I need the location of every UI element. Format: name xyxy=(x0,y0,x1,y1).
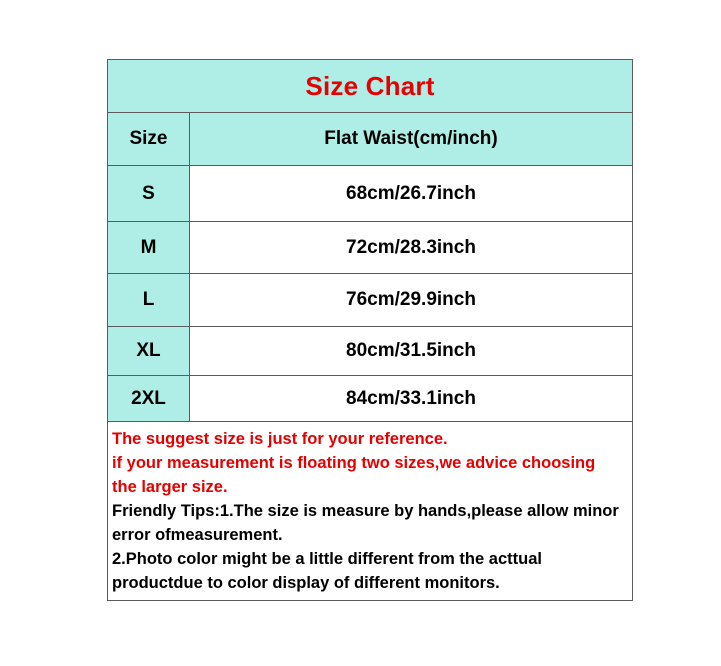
note-red-line: The suggest size is just for your reference. xyxy=(112,430,448,448)
waist-cell: 80cm/31.5inch xyxy=(346,340,476,361)
size-cell: L xyxy=(108,274,190,326)
table-row xyxy=(108,274,632,327)
note-red-line: if your measurement is floating two sizes,we advice choosing xyxy=(112,454,596,472)
note-tip-line: 2.Photo color might be a little different from the acttual xyxy=(112,550,542,568)
size-cell: S xyxy=(108,166,190,221)
notes-section xyxy=(108,421,632,595)
note-tip-line: Friendly Tips:1.The size is measure by hands,please allow minor xyxy=(112,502,619,520)
waist-cell: 72cm/28.3inch xyxy=(346,236,476,258)
waist-cell: 76cm/29.9inch xyxy=(346,289,476,310)
note-tip-line: productdue to color display of different monitors. xyxy=(112,574,500,592)
size-cell: XL xyxy=(108,327,190,375)
size-cell: 2XL xyxy=(108,376,190,421)
table-row xyxy=(108,376,632,422)
chart-title: Size Chart xyxy=(305,70,435,101)
header-size: Size xyxy=(108,113,190,165)
title-row xyxy=(108,60,632,113)
size-chart-table xyxy=(107,59,633,601)
note-tip-line: error ofmeasurement. xyxy=(112,526,283,544)
note-red-line: the larger size. xyxy=(112,478,228,496)
table-row xyxy=(108,222,632,274)
waist-cell: 68cm/26.7inch xyxy=(346,182,476,204)
header-measure: Flat Waist(cm/inch) xyxy=(190,113,632,165)
table-row xyxy=(108,166,632,222)
waist-cell: 84cm/33.1inch xyxy=(346,387,476,409)
header-row xyxy=(108,113,632,166)
size-cell: M xyxy=(108,222,190,273)
table-row xyxy=(108,327,632,376)
